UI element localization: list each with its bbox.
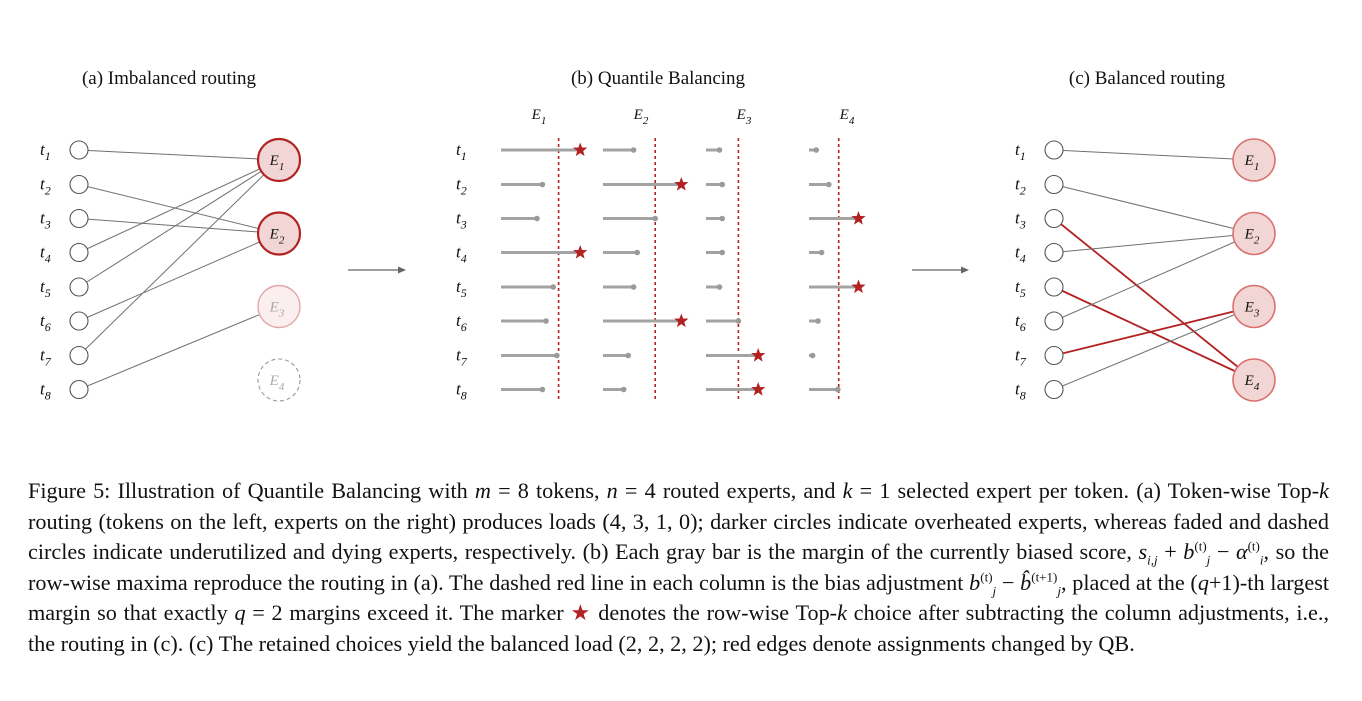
token-node-c-1 [1045, 141, 1063, 159]
edge-a-t1 [79, 150, 279, 160]
edge-a-t6 [79, 234, 279, 322]
token-label-a-1: $t_1$ [40, 140, 51, 163]
expert-label-c-1: $E_1$ [1244, 153, 1260, 173]
margin-dot-t2-e4 [826, 182, 832, 188]
expert-node-a-2 [258, 213, 300, 255]
token-label-a-4: $t_4$ [40, 242, 51, 266]
panel-c-title: (c) Balanced routing [1068, 68, 1226, 89]
expert-label-c-2: $E_2$ [1244, 226, 1260, 247]
margin-dot-t3-e3 [719, 216, 725, 222]
expert-node-c-3 [1233, 286, 1275, 328]
margin-dot-t7-e4 [810, 353, 816, 359]
margin-dot-t4-e3 [719, 250, 725, 256]
panel-a-title: (a) Imbalanced routing [81, 68, 257, 89]
token-node-c-8 [1045, 381, 1063, 399]
token-node-c-3 [1045, 210, 1063, 228]
margin-dot-t3-e1 [534, 216, 540, 222]
expert-label-a-1: $E_1$ [269, 153, 285, 173]
edge-c-t2 [1054, 185, 1254, 234]
token-label-b-5: $t_5$ [456, 277, 467, 300]
token-label-c-5: $t_5$ [1015, 277, 1026, 300]
token-label-a-5: $t_5$ [40, 277, 51, 300]
token-label-a-7: $t_7$ [40, 345, 51, 369]
edge-a-t8 [79, 307, 279, 390]
expert-label-a-3: $E_3$ [269, 299, 285, 320]
token-node-a-2 [70, 176, 88, 194]
margin-dot-t6-e1 [543, 318, 549, 324]
token-node-c-2 [1045, 176, 1063, 194]
star-marker-t3-e4 [851, 211, 865, 225]
margin-dot-t1-e2 [631, 147, 637, 153]
arrow-b-to-c [912, 267, 969, 274]
token-node-c-4 [1045, 244, 1063, 262]
token-node-c-5 [1045, 278, 1063, 296]
star-marker-t7-e3 [751, 348, 765, 362]
expert-node-a-1 [258, 139, 300, 181]
panel-c [1015, 139, 1275, 403]
token-label-b-4: $t_4$ [456, 242, 467, 266]
token-label-a-3: $t_3$ [40, 208, 51, 232]
figure-caption: Figure 5: Illustration of Quantile Balancing with m = 8 tokens, n = 4 routed experts, and k = 1 selected expert per token. (a) Token-wise Top-k routing (tokens on the left, experts on the right) produces loads (4, 3, 1, 0); darker circles indicate overheated experts, whereas faded and dashed circles indicate underutilized and dying experts, respectively. (b) Each gray bar is the margin of the currently biased score, $s_{i,j} + b^{(t)}_j - \alpha^{(t)}_i$, so the row-wise maxima reproduce the routing in (a). The dashed red line in each column is the bias adjustment $b^{(t)}_j$ − b̂$^{(t+1)}_j$, placed at the (q+1)-th largest margin so that exactly q = 2 margins exceed it. The marker ★ denotes the row-wise Top-k choice after subtracting the column adjustments, i.e., the routing in (c). (c) The retained choices yield the balanced load (2, 2, 2, 2); red edges denote assignments changed by QB. [28, 478, 1330, 656]
expert-label-a-4: $E_4$ [269, 373, 285, 393]
token-node-a-7 [70, 347, 88, 365]
margin-dot-t1-e4 [813, 147, 819, 153]
token-label-b-7: $t_7$ [456, 345, 467, 369]
expert-node-c-4 [1233, 359, 1275, 401]
margin-dot-t5-e3 [717, 284, 723, 290]
token-label-b-2: $t_2$ [456, 174, 467, 198]
margin-dot-t5-e1 [550, 284, 556, 290]
margin-dot-t4-e2 [634, 250, 640, 256]
star-marker-t4-e1 [573, 245, 587, 259]
token-label-a-8: $t_8$ [40, 379, 51, 403]
token-node-a-4 [70, 244, 88, 262]
column-label-1: $E_1$ [531, 107, 547, 127]
star-marker-t1-e1 [573, 143, 587, 157]
panel-b [456, 107, 866, 403]
margin-dot-t5-e2 [631, 284, 637, 290]
expert-node-c-1 [1233, 139, 1275, 181]
column-label-3: $E_3$ [736, 107, 752, 127]
star-marker-t5-e4 [851, 280, 865, 294]
token-label-b-8: $t_8$ [456, 379, 467, 403]
margin-dot-t7-e1 [554, 353, 560, 359]
margin-dot-t1-e3 [717, 147, 723, 153]
edge-a-t4 [79, 160, 279, 253]
column-label-4: $E_4$ [839, 107, 855, 127]
token-node-a-6 [70, 312, 88, 330]
edge-c-t5 [1054, 287, 1254, 380]
star-marker-icon: ★ [570, 600, 592, 625]
panel-b-title: (b) Quantile Balancing [570, 68, 746, 89]
token-label-c-8: $t_8$ [1015, 379, 1026, 403]
edge-a-t5 [79, 160, 279, 287]
margin-dot-t6-e4 [815, 318, 821, 324]
edge-c-t6 [1054, 234, 1254, 322]
margin-dot-t7-e2 [625, 353, 631, 359]
edge-a-t7 [79, 160, 279, 356]
token-label-b-6: $t_6$ [456, 311, 467, 334]
arrow-a-to-b [348, 267, 406, 274]
token-label-c-6: $t_6$ [1015, 311, 1026, 334]
margin-dot-t6-e3 [736, 318, 742, 324]
column-label-2: $E_2$ [633, 107, 649, 127]
expert-node-a-3 [258, 286, 300, 328]
token-node-c-6 [1045, 312, 1063, 330]
token-node-c-7 [1045, 347, 1063, 365]
token-label-c-1: $t_1$ [1015, 140, 1026, 163]
panel-a [40, 139, 300, 403]
token-label-a-6: $t_6$ [40, 311, 51, 334]
token-node-a-3 [70, 210, 88, 228]
token-label-b-3: $t_3$ [456, 208, 467, 232]
token-label-c-4: $t_4$ [1015, 242, 1026, 266]
token-node-a-8 [70, 381, 88, 399]
token-node-a-1 [70, 141, 88, 159]
margin-dot-t4-e4 [819, 250, 825, 256]
margin-dot-t2-e3 [719, 182, 725, 188]
token-node-a-5 [70, 278, 88, 296]
margin-dot-t3-e2 [652, 216, 658, 222]
expert-label-c-4: $E_4$ [1244, 373, 1260, 393]
expert-label-a-2: $E_2$ [269, 226, 285, 247]
token-label-a-2: $t_2$ [40, 174, 51, 198]
expert-label-c-3: $E_3$ [1244, 299, 1260, 320]
star-marker-t2-e2 [674, 177, 688, 191]
margin-dot-t2-e1 [540, 182, 546, 188]
margin-dot-t8-e1 [540, 387, 546, 393]
token-label-c-2: $t_2$ [1015, 174, 1026, 198]
token-label-c-3: $t_3$ [1015, 208, 1026, 232]
star-marker-t8-e3 [751, 382, 765, 396]
token-label-b-1: $t_1$ [456, 140, 467, 163]
expert-node-a-4 [258, 359, 300, 401]
margin-dot-t8-e2 [621, 387, 627, 393]
star-marker-t6-e2 [674, 314, 688, 328]
token-label-c-7: $t_7$ [1015, 345, 1026, 369]
edge-c-t1 [1054, 150, 1254, 160]
margin-dot-t8-e4 [835, 387, 841, 393]
expert-node-c-2 [1233, 213, 1275, 255]
